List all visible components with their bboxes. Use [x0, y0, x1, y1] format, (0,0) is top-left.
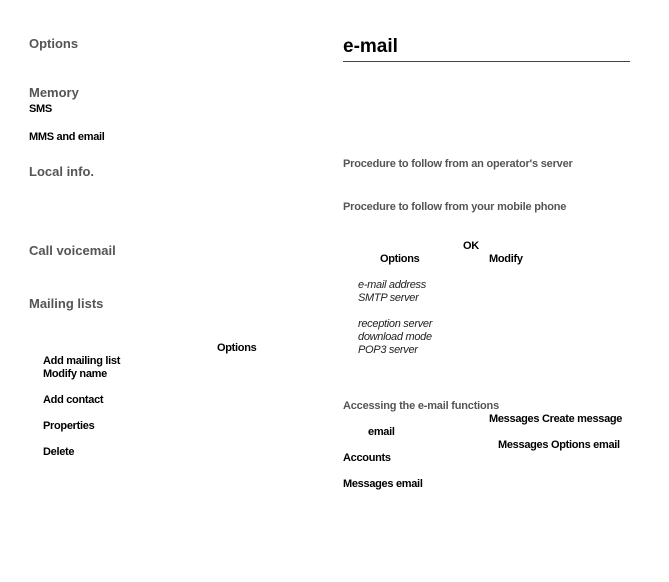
options-softkey-label: Options: [380, 253, 420, 265]
accessing-heading: Accessing the e-mail functions: [343, 400, 499, 412]
menu-item-properties: Properties: [43, 420, 95, 432]
messages-options-email-path: Messages Options email: [498, 439, 620, 451]
options-heading: Options: [29, 36, 79, 51]
options-label: Options: [217, 342, 257, 354]
ok-label: OK: [463, 240, 479, 252]
field-reception-server: reception server: [358, 318, 433, 330]
messages-create-message-path: Messages Create message: [489, 413, 623, 425]
email-label: email: [368, 426, 395, 438]
title-divider: [343, 61, 630, 62]
field-email-address: e-mail address: [358, 279, 426, 291]
page-title: e-mail: [343, 36, 398, 57]
mms-email-label: MMS and email: [29, 131, 105, 143]
field-pop3-server: POP3 server: [358, 344, 418, 356]
menu-item-modify-name: Modify name: [43, 368, 107, 380]
local-info-heading: Local info.: [29, 164, 94, 179]
mailing-lists-heading: Mailing lists: [29, 296, 104, 311]
procedure-mobile-heading: Procedure to follow from your mobile phone: [343, 201, 567, 213]
procedure-operator-heading: Procedure to follow from an operator's server: [343, 158, 573, 170]
sms-label: SMS: [29, 103, 52, 115]
modify-label: Modify: [489, 253, 523, 265]
messages-email-path: Messages email: [343, 478, 423, 490]
menu-item-delete: Delete: [43, 446, 75, 458]
menu-item-add-mailing-list: Add mailing list: [43, 355, 121, 367]
field-download-mode: download mode: [358, 331, 432, 343]
call-voicemail-heading: Call voicemail: [29, 243, 116, 258]
menu-item-add-contact: Add contact: [43, 394, 104, 406]
accounts-label: Accounts: [343, 452, 391, 464]
memory-heading: Memory: [29, 85, 79, 100]
field-smtp-server: SMTP server: [358, 292, 419, 304]
